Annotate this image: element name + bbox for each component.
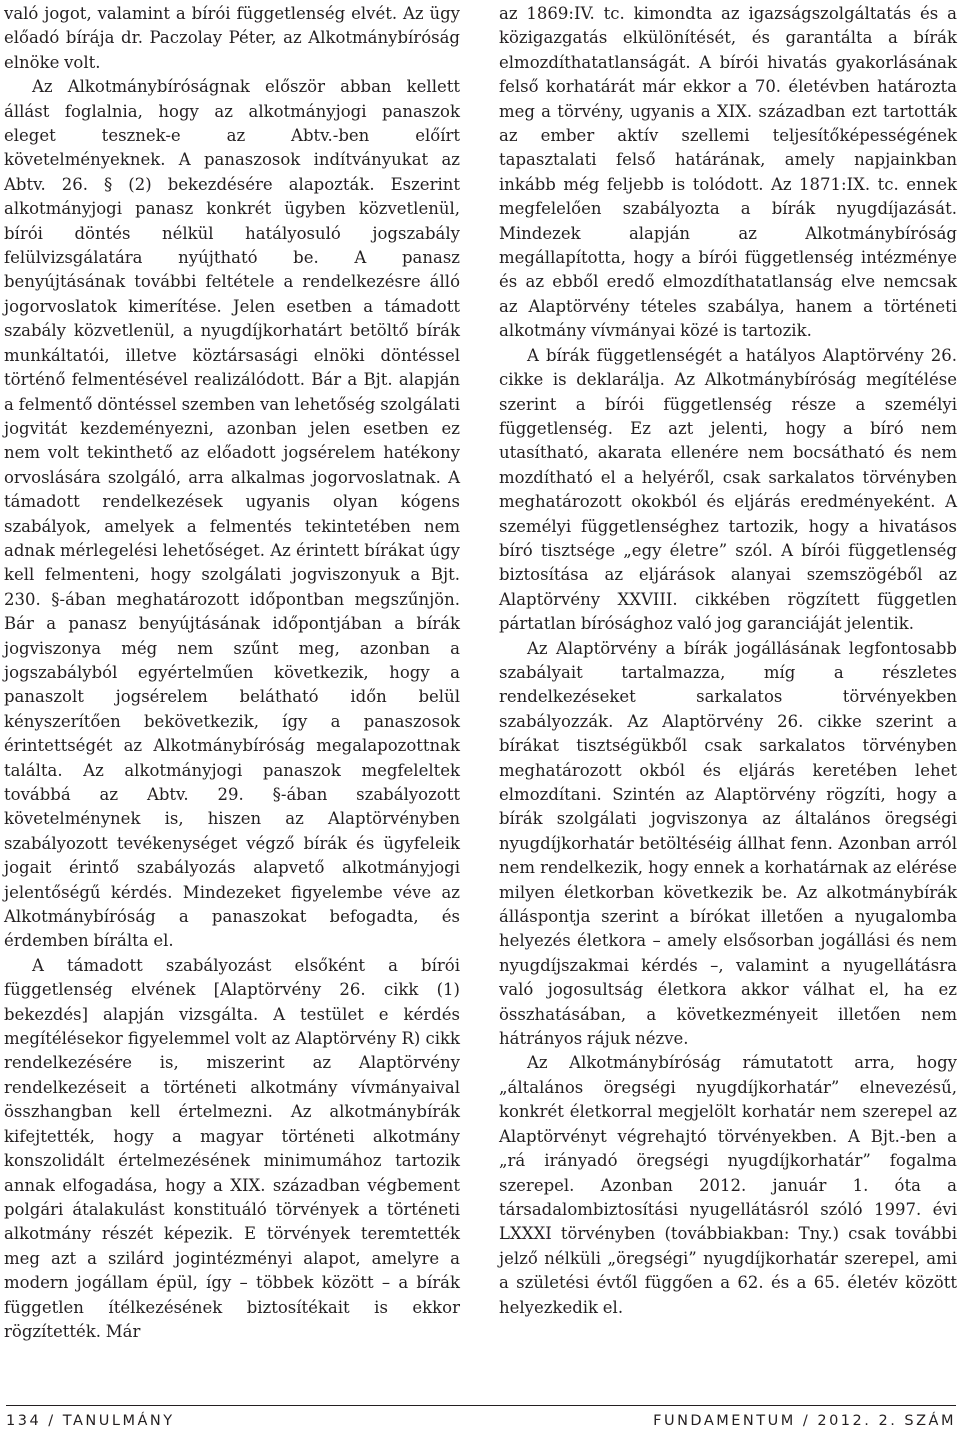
paragraph: Az Alaptörvény a bírák jogállásának legfontosabb szabályait tartalmazza, míg a részletes rendelkezéseket sarkalatos törvényekben szabályozzák. Az Alaptörvény 26. cikke szerint a bírákat tisztségükből csak sarkalatos törvényben meghatározott okból és eljárás keretében lehet elmozdítani. Szintén az Alaptörvény rögzíti, hogy a bírák szolgálati jogviszonya az általános öregségi nyugdíjkorhatár betöltéséig állhat fenn. Azonban arról nem rendelkezik, hogy ennek a korhatárnak az elérése milyen életkorban következik be. Az alkotmánybírák álláspontja szerint a bírókat illetően a nyugalomba helyezés életkora – amely elsősorban jogállási és nem nyugdíjszakmai kérdés –, valamint a nyugellátásra való jogosultság életkora akkor válhat el, ha ez összhatásában, a következményeit illetően nem hátrányos rájuk nézve. [499, 638, 957, 1049]
paragraph: A bírák függetlenségét a hatályos Alaptörvény 26. cikke is deklarálja. Az Alkotmánybíróság megítélése szerint a bírói függetlenség része a személyi függetlenség. Ez azt jelenti, hogy a bíró nem utasítható, akarata ellenére nem bocsátható és nem mozdítható el a helyéről, csak sarkalatos törvényben meghatározott okokból és eljárás eredményeként. A személyi függetlenséghez tartozik, hogy a hivatásos bíró tisztsége „egy életre” szól. A bírói függetlenség biztosítása az eljárások alanyai szemszögéből az Alaptörvény XXVIII. cikkében rögzített független pártatlan bírósághoz való jog garanciáját jelentik. [499, 345, 957, 634]
paragraph: való jogot, valamint a bírói függetlenség elvét. Az ügy előadó bírája dr. Paczolay Péter, az Alkotmánybíróság elnöke volt. [4, 4, 460, 72]
paragraph: Az Alkotmánybíróság rámutatott arra, hogy „általános öregségi nyugdíjkorhatár” elnevezésű, konkrét életkorral megjelölt korhatár nem szerepel az Alaptörvényt végrehajtó törvényekben. A Bjt.-ben a „rá irányadó öregségi nyugdíjkorhatár” fogalma szerepel. Azonban 2012. január 1. óta a társadalombiztosítási nyugellátásról szóló 1997. évi LXXXI törvényben (továbbiakban: Tny.) csak további jelző nélküli „öregségi” nyugdíjkorhatár szerepel, ami a születési évtől függően a 62. és a 65. életév között helyezkedik el. [499, 1053, 957, 1317]
left-column [4, 2, 460, 1344]
footer-divider [6, 1405, 956, 1406]
page-footer [6, 1405, 956, 1433]
paragraph: Az Alkotmánybíróságnak először abban kellett állást foglalnia, hogy az alkotmányjogi panaszok eleget tesznek-e az Abtv.-ben előírt követelményeknek. A panaszosok indítványukat az Abtv. 26. § (2) bekezdésére alapozták. Eszerint alkotmányjogi panasz konkrét ügyben közvetlenül, bírói döntés nélkül hatályosuló jogszabály felülvizsgálatára nyújtható be. A panasz benyújtásának további feltétele a rendelkezésre álló jogorvoslatok kimerítése. Jelen esetben a támadott szabály közvetlenül, a nyugdíjkorhatárt betöltő bírák munkáltatói, illetve köztársasági elnöki döntéssel történő felmentésével realizálódott. Bár a Bjt. alapján a felmentő döntéssel szemben van lehetőség szolgálati jogvitát kezdeményezni, azonban jelen esetben ez nem volt tekinthető az előadott jogsérelem hatékony orvoslására szolgáló, arra alkalmas jogorvoslatnak. A támadott rendelkezések ugyanis olyan kógens szabályok, amelyek a felmentés tekintetében nem adnak mérlegelési lehetőséget. Az érintett bírákat úgy kell felmenteni, hogy szolgálati jogviszonyuk a Bjt. 230. §-ában meghatározott időpontban megszűnjön. Bár a panasz benyújtásának időpontjában a bírák jogviszonya még nem szűnt meg, azonban a jogszabályból egyértelműen következik, hogy a panaszolt jogsérelem belátható időn belül kényszerítően bekövetkezik, így a panaszosok érintettségét az Alkotmánybíróság megalapozottnak találta. Az alkotmányjogi panaszok megfeleltek továbbá az Abtv. 29. §-ában szabályozott követelménynek is, hiszen az Alaptörvényben szabályozott tevékenységet végző bírák és ügyfeleik jogait érintő szabályozás alapvető alkotmányjogi jelentőségű kérdés. Mindezeket figyelembe véve az Alkotmánybíróság a panaszokat befogadta, és érdemben bírálta el. [4, 77, 460, 951]
right-column [499, 2, 957, 1320]
paragraph: A támadott szabályozást elsőként a bírói függetlenség elvének [Alaptörvény 26. cikk (1) bekezdés] alapján vizsgálta. A testület e kérdés megítélésekor figyelemmel volt az Alaptörvény R) cikk rendelkezésére is, miszerint az Alaptörvény rendelkezéseit a történeti alkotmány vívmányaival összhangban kell értelmezni. Az alkotmánybírák kifejtették, hogy a magyar történeti alkotmány konszolidált értelmezésének minimumához tartozik annak elfogadása, hogy a XIX. században végbement polgári átalakulást konstituáló törvények a történeti alkotmány részét képezik. E törvények teremtették meg azt a szilárd jogintézményi alapot, amelyre a modern jogállam épül, így – többek között – a bírák független ítélkezésének biztosítékait is ekkor rögzítették. Már [4, 955, 460, 1341]
footer-journal-issue: FUNDAMENTUM / 2012. 2. SZÁM [653, 1413, 956, 1429]
footer-page-section: 134 / TANULMÁNY [6, 1413, 175, 1429]
paragraph: az 1869:IV. tc. kimondta az igazságszolgáltatás és a közigazgatás elkülönítését, és garantálta a bírák elmozdíthatatlanságát. A bírói hivatás gyakorlásának felső korhatárát már ekkor a 70. életévben határozta meg a törvény, ugyanis a XIX. században ezt tartották az ember aktív szellemi teljesítőképességének tapasztalati felső határának, amely napjainkban inkább még feljebb is tolódott. Az 1871:IX. tc. ennek megfelelően szabályozta a bírák nyugdíjazását. Mindezek alapján az Alkotmánybíróság megállapította, hogy a bírói függetlenség intézménye és az ebből eredő elmozdíthatatlanság elve nemcsak az Alaptörvény tételes szabálya, hanem a történeti alkotmány vívmányai közé is tartozik. [499, 4, 957, 341]
